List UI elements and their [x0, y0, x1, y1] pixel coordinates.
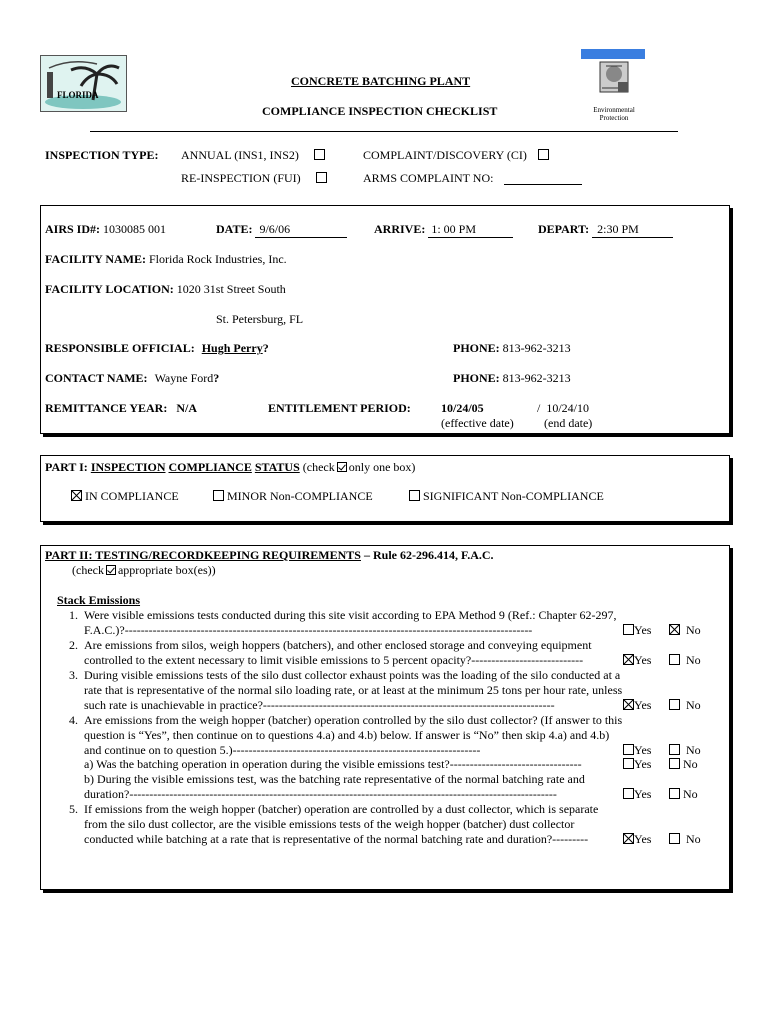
logo-right-text: Environmental Protection: [593, 106, 635, 122]
airs-id: AIRS ID#: 1030085 001: [45, 222, 167, 236]
question-number: 5.: [69, 802, 78, 816]
seal-icon: [588, 58, 640, 102]
inspection-type-label: INSPECTION TYPE:: [45, 148, 159, 162]
annual-checkbox[interactable]: [314, 149, 325, 160]
part1-heading: PART I: INSPECTION COMPLIANCE STATUS (check only one box): [45, 460, 416, 474]
responsible-official: RESPONSIBLE OFFICIAL: Hugh Perry?: [45, 341, 269, 355]
option-in-compliance[interactable]: IN COMPLIANCE: [71, 489, 179, 504]
document-title: CONCRETE BATCHING PLANT: [291, 74, 471, 88]
option-arms-complaint[interactable]: ARMS COMPLAINT NO:: [363, 171, 582, 186]
official-phone: PHONE: 813-962-3213: [453, 341, 571, 355]
question-3-text: During visible emissions tests of the silo dust collector exhaust points was the loading of the silo conducted at a rate that is representative of the normal silo loading rate, or at least at the minimum 25 tons per hour rate, unless such rate is unachievable in practice?-------------------------------------------------------------------------: [84, 668, 623, 712]
question-number: 3.: [69, 668, 78, 682]
question-3-yes[interactable]: Yes: [623, 698, 651, 713]
stack-emissions-heading: Stack Emissions: [57, 593, 141, 607]
question-4a-no[interactable]: No: [669, 757, 698, 772]
arrive-field[interactable]: 1: 00 PM: [428, 222, 513, 238]
option-minor-noncompliance[interactable]: MINOR Non-COMPLIANCE: [213, 489, 373, 504]
facility-location: FACILITY LOCATION: 1020 31st Street South: [45, 282, 286, 296]
question-1-text: Were visible emissions tests conducted during this site visit according to EPA Method 9 (Ref.: Chapter 62-297, F.A.C.)?------------------------------------------------------------------------------------------------------: [84, 608, 617, 637]
facility-name: FACILITY NAME: Florida Rock Industries, Inc.: [45, 252, 287, 266]
question-number: 2.: [69, 638, 78, 652]
entitlement-period-label: ENTITLEMENT PERIOD:: [268, 401, 411, 415]
part2-instruction: (check appropriate box(es)): [72, 563, 216, 577]
question-1-no[interactable]: No: [669, 623, 701, 638]
question-4-no[interactable]: No: [669, 743, 701, 758]
contact-name: CONTACT NAME: Wayne Ford?: [45, 371, 220, 385]
contact-phone: PHONE: 813-962-3213: [453, 371, 571, 385]
question-number: 4.: [69, 713, 78, 727]
question-1-yes[interactable]: Yes: [623, 623, 651, 638]
question-4a-yes[interactable]: Yes: [623, 757, 651, 772]
option-complaint[interactable]: COMPLAINT/DISCOVERY (CI): [363, 148, 549, 163]
florida-logo: [40, 55, 127, 112]
arms-complaint-field[interactable]: [504, 172, 582, 185]
question-4b-yes[interactable]: Yes: [623, 787, 651, 802]
question-4a-text: a) Was the batching operation in operation during the visible emissions test?---------------------------------: [84, 757, 582, 771]
header-divider: [90, 131, 678, 132]
question-2-text: Are emissions from silos, weigh hoppers (batchers), and other enclosed storage and conveying equipment controlled to the extent necessary to limit visible emissions to 5 percent opacity?----------------------------: [84, 638, 592, 667]
question-4b-text: b) During the visible emissions test, was the batching rate representative of the normal batching rate and duration?-----------------------------------------------------------------------------------------------------------: [84, 772, 585, 801]
question-4-yes[interactable]: Yes: [623, 743, 651, 758]
end-date-note: (end date): [544, 416, 593, 430]
checkmark-icon: [337, 462, 347, 472]
entitlement-end: / 10/24/10: [537, 401, 590, 415]
question-5-text: If emissions from the weigh hopper (batcher) operation are controlled by a dust collector, which is separate from the silo dust collector, are the visible emissions tests of the weigh hopper (batcher) dust collector conducted while batching at a rate that is representative of the normal batching rate and duration?---------: [84, 802, 599, 846]
remittance-year: REMITTANCE YEAR: N/A: [45, 401, 198, 415]
question-4-text: Are emissions from the weigh hopper (batcher) operation controlled by the silo dust collector? (If answer to this question is “Yes”, then continue on to questions 4.a) and 4.b) below. If answer is “No” then skip 4.a) and 4.b) and continue on to question 5.)--------------------------------------------------------------: [84, 713, 623, 757]
effective-date-note: (effective date): [441, 416, 514, 430]
minor-noncompliance-checkbox[interactable]: [213, 490, 224, 501]
arrive-time: ARRIVE: 1: 00 PM: [374, 222, 513, 238]
palm-tree-icon: [41, 56, 126, 111]
date-field[interactable]: 9/6/06: [255, 222, 347, 238]
entitlement-start: 10/24/05: [441, 401, 484, 415]
environmental-protection-logo: [588, 58, 640, 120]
question-5-yes[interactable]: Yes: [623, 832, 651, 847]
facility-info-box: [40, 205, 730, 434]
question-4b-no[interactable]: No: [669, 787, 698, 802]
reinspection-checkbox[interactable]: [316, 172, 327, 183]
question-2-yes[interactable]: Yes: [623, 653, 651, 668]
inspection-date: DATE: 9/6/06: [216, 222, 347, 238]
question-2-no[interactable]: No: [669, 653, 701, 668]
option-significant-noncompliance[interactable]: SIGNIFICANT Non-COMPLIANCE: [409, 489, 604, 504]
question-number: 1.: [69, 608, 78, 622]
option-reinspection[interactable]: RE-INSPECTION (FUI): [181, 171, 327, 186]
depart-time: DEPART: 2:30 PM: [538, 222, 673, 238]
option-annual[interactable]: ANNUAL (INS1, INS2): [181, 148, 325, 163]
depart-field[interactable]: 2:30 PM: [592, 222, 673, 238]
checkmark-icon: [106, 565, 116, 575]
logo-left-text: FLORIDA: [57, 90, 99, 100]
question-5-no[interactable]: No: [669, 832, 701, 847]
significant-noncompliance-checkbox[interactable]: [409, 490, 420, 501]
question-3-no[interactable]: No: [669, 698, 701, 713]
part2-heading: PART II: TESTING/RECORDKEEPING REQUIREMENTS – Rule 62-296.414, F.A.C.: [45, 548, 494, 562]
complaint-checkbox[interactable]: [538, 149, 549, 160]
in-compliance-checkbox[interactable]: [71, 490, 82, 501]
document-subtitle: COMPLIANCE INSPECTION CHECKLIST: [262, 104, 498, 118]
facility-location-line2: St. Petersburg, FL: [216, 312, 304, 326]
